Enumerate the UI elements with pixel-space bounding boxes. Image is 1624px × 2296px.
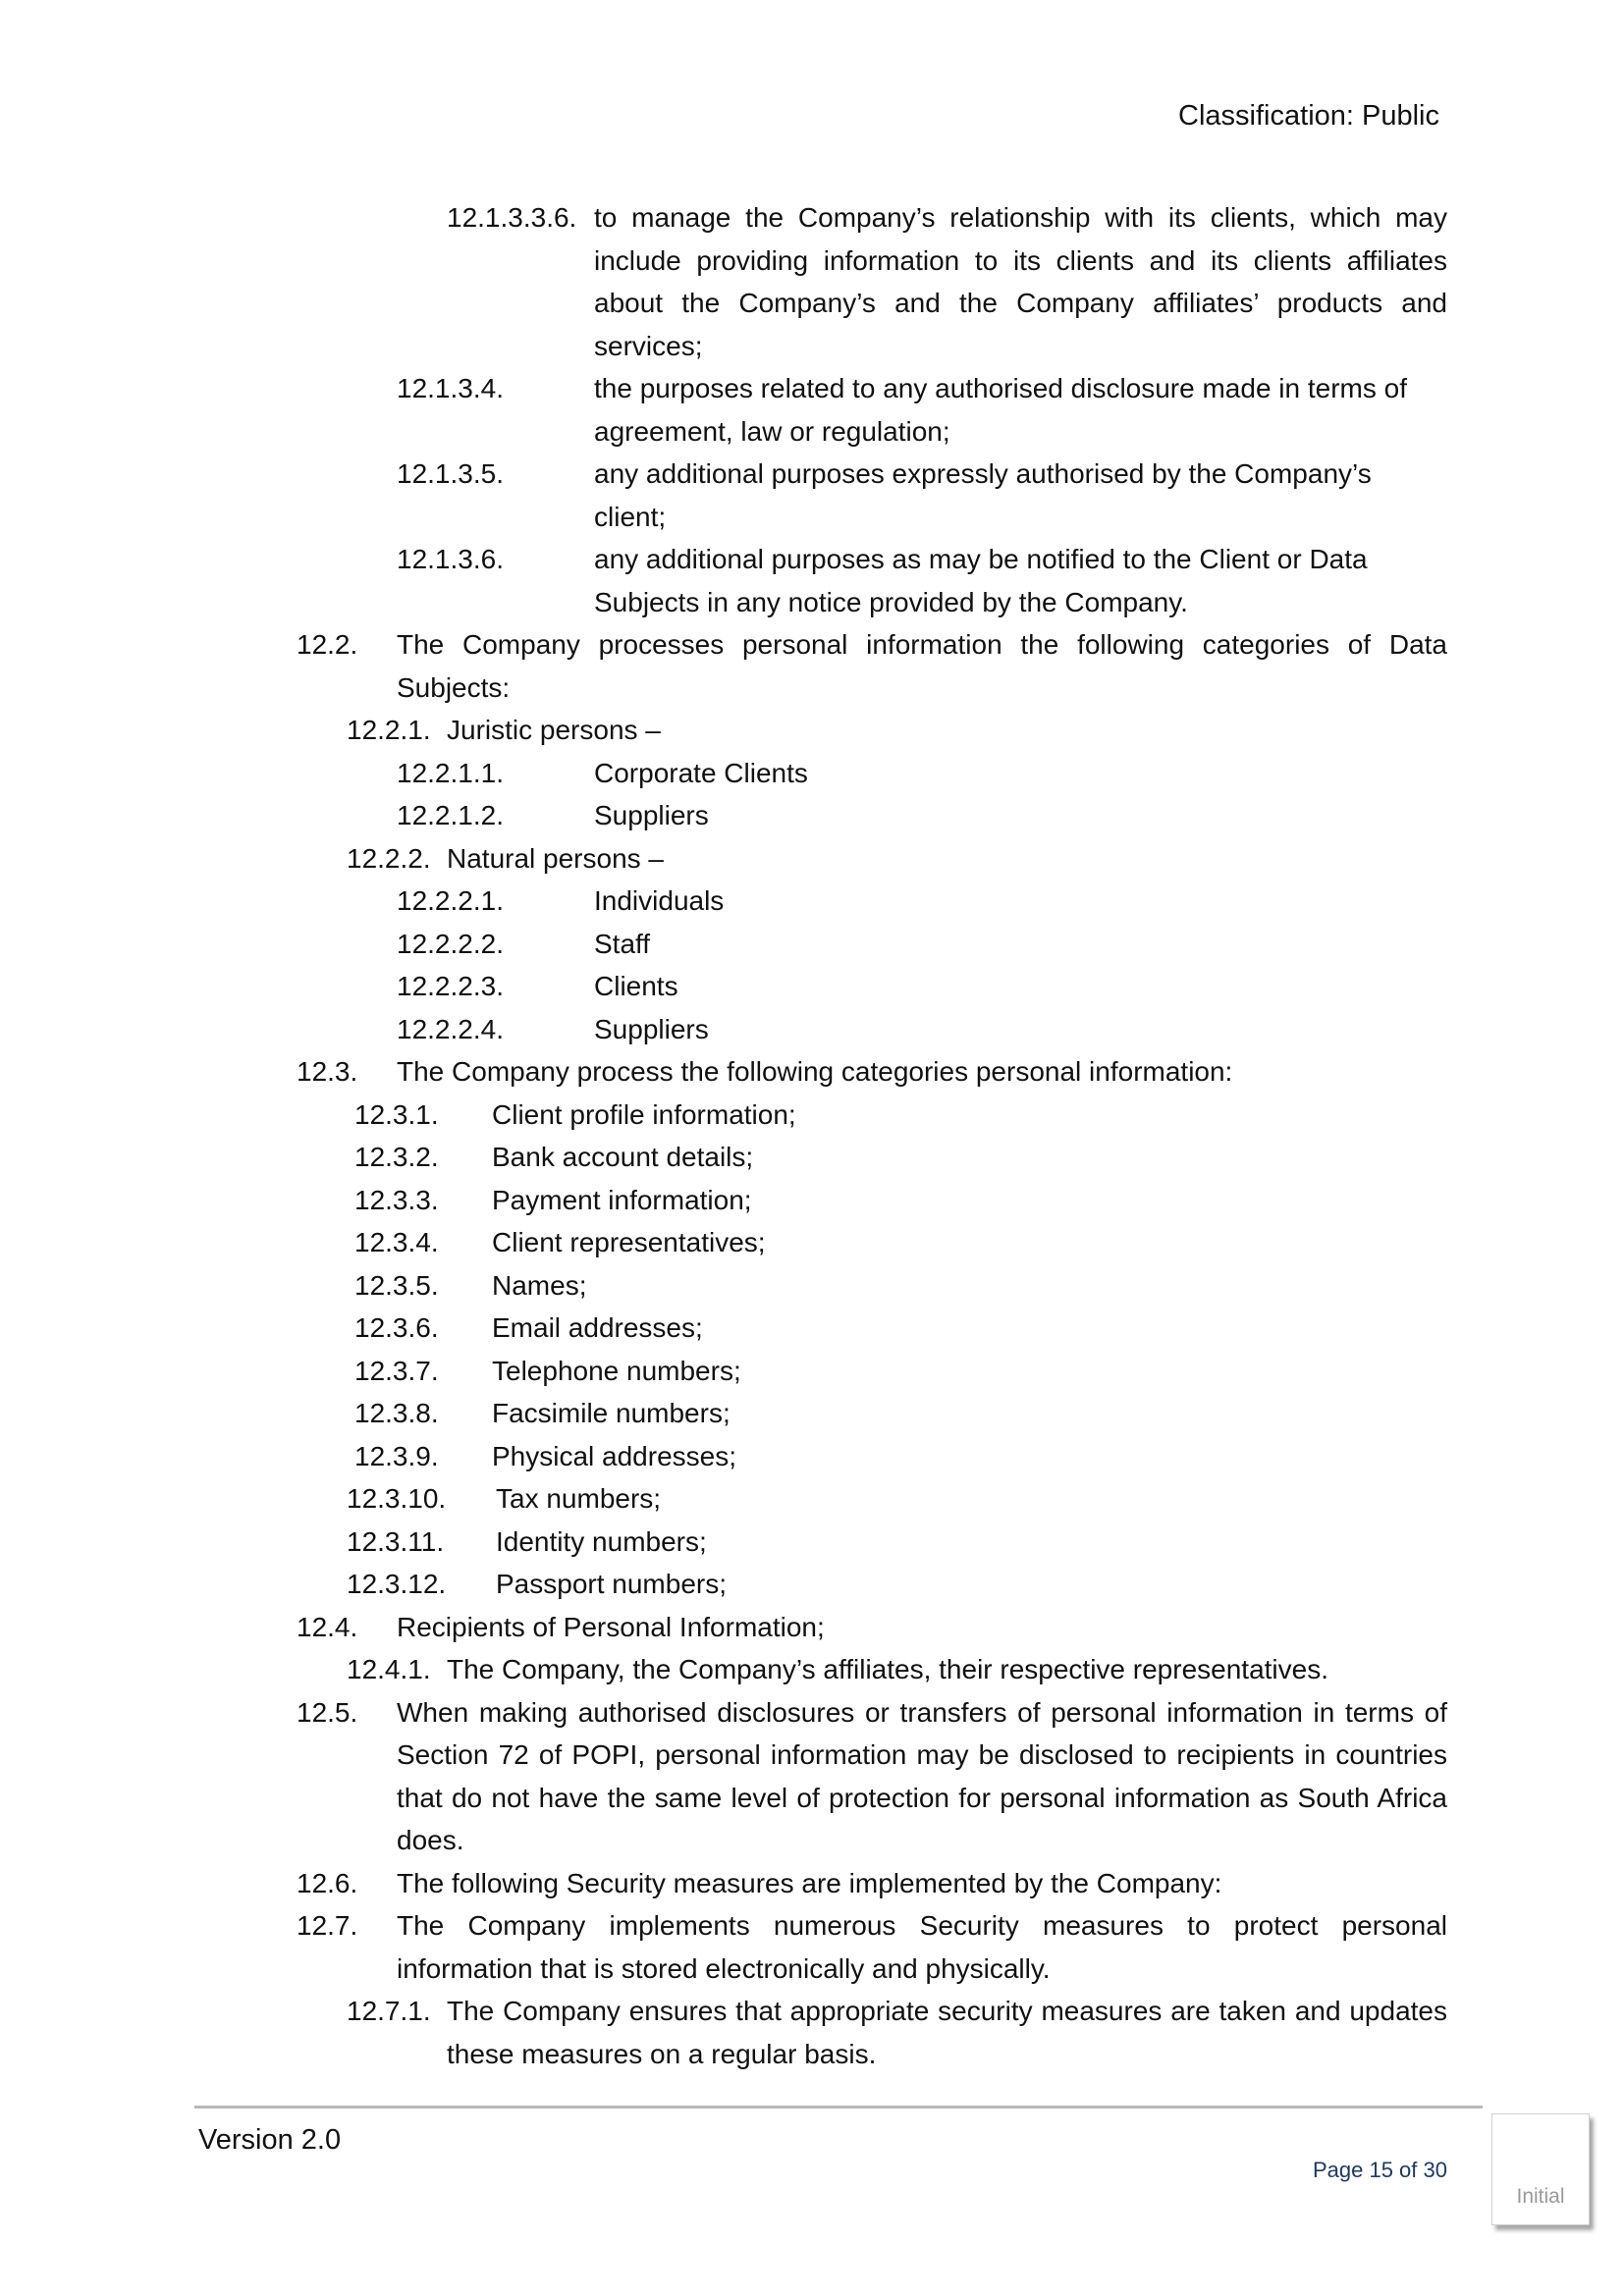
clause-text: client; [594, 502, 667, 532]
clause-number: 12.4. [297, 1612, 358, 1642]
clause-text: any additional purposes as may be notified to the Client or Data [594, 544, 1368, 574]
clause-text: Natural persons – [447, 843, 665, 874]
clause-number: 12.3.5. [354, 1270, 439, 1301]
clause-text: Payment information; [492, 1185, 752, 1215]
clause-text: Telephone numbers; [492, 1356, 741, 1386]
clause-number: 12.1.3.4. [397, 373, 504, 403]
clause-text: Recipients of Personal Information; [397, 1612, 825, 1642]
clause-number: 12.6. [297, 1868, 358, 1898]
clause-number: 12.3.11. [347, 1526, 445, 1557]
clause-number: 12.2. [297, 629, 358, 660]
clause-number: 12.1.3.6. [397, 544, 504, 574]
clause-text: The Company implements numerous Security measures to protect personal [397, 1910, 1447, 1941]
clause-number: 12.3.7. [354, 1356, 439, 1386]
clause-number: 12.3.1. [354, 1099, 439, 1130]
clause-number: 12.2.1.2. [397, 800, 504, 830]
clause-text: these measures on a regular basis. [447, 2039, 877, 2069]
clause-text: Client profile information; [492, 1099, 796, 1130]
clause-text: Email addresses; [492, 1312, 703, 1343]
clause-text: Names; [492, 1270, 587, 1301]
clause-text: Bank account details; [492, 1142, 754, 1172]
initial-label: Initial [1516, 2185, 1565, 2208]
clause-text: Subjects in any notice provided by the Company. [594, 587, 1188, 617]
clause-text: Client representatives; [492, 1227, 766, 1257]
clause-number: 12.3.9. [354, 1441, 439, 1471]
clause-text: services; [594, 331, 703, 361]
clause-text: Facsimile numbers; [492, 1398, 731, 1428]
clause-number: 12.2.1.1. [397, 758, 504, 788]
initial-box[interactable] [1491, 2113, 1590, 2225]
clause-number: 12.7.1. [347, 1996, 431, 2026]
clause-number: 12.3.2. [354, 1142, 439, 1172]
clause-text: about the Company’s and the Company affiliates’ products and [594, 288, 1447, 318]
clause-text: The Company processes personal information the following categories of Data [397, 629, 1447, 660]
clause-number: 12.3.12. [347, 1569, 447, 1599]
clause-number: 12.3.8. [354, 1398, 439, 1428]
clause-text: The Company ensures that appropriate security measures are taken and updates [447, 1996, 1447, 2026]
clause-text: the purposes related to any authorised disclosure made in terms of [594, 373, 1408, 403]
clause-text: The Company, the Company’s affiliates, their respective representatives. [447, 1654, 1328, 1684]
clause-text: Identity numbers; [496, 1526, 707, 1557]
clause-number: 12.3.10. [347, 1483, 447, 1514]
clause-text: When making authorised disclosures or transfers of personal information in terms of [397, 1697, 1447, 1728]
clause-text: does. [397, 1825, 464, 1855]
clause-number: 12.3.3. [354, 1185, 439, 1215]
clause-number: 12.4.1. [347, 1654, 431, 1684]
classification-label: Classification: Public [1178, 100, 1439, 132]
clause-text: Juristic persons – [447, 715, 661, 745]
clause-number: 12.1.3.3.6. [447, 202, 577, 233]
clause-text: include providing information to its clients and its clients affiliates [594, 245, 1447, 276]
clause-number: 12.7. [297, 1910, 358, 1941]
clause-text: that do not have the same level of protection for personal information as South Africa [397, 1783, 1447, 1813]
clause-text: agreement, law or regulation; [594, 416, 950, 447]
clause-text: Staff [594, 929, 651, 959]
clause-text: Subjects: [397, 672, 511, 703]
clause-text: Corporate Clients [594, 758, 808, 788]
clause-text: Suppliers [594, 800, 709, 830]
clause-text: Physical addresses; [492, 1441, 737, 1471]
clause-text: Section 72 of POPI, personal information may be disclosed to recipients in countries [397, 1739, 1447, 1770]
clause-number: 12.2.2.3. [397, 971, 504, 1001]
footer-divider [194, 2106, 1483, 2109]
clause-text: Passport numbers; [496, 1569, 727, 1599]
clause-text: any additional purposes expressly authorised by the Company’s [594, 458, 1372, 489]
clause-text: Tax numbers; [496, 1483, 662, 1514]
clause-number: 12.3. [297, 1056, 358, 1087]
clause-text: Suppliers [594, 1014, 709, 1044]
clause-text: Clients [594, 971, 678, 1001]
clause-text: to manage the Company’s relationship with its clients, which may [594, 202, 1447, 233]
clause-number: 12.2.2.2. [397, 929, 504, 959]
clause-text: information that is stored electronically and physically. [397, 1953, 1051, 1984]
clause-number: 12.3.4. [354, 1227, 439, 1257]
clause-number: 12.2.2.1. [397, 885, 504, 916]
version-label: Version 2.0 [198, 2124, 342, 2156]
clause-number: 12.2.2. [347, 843, 431, 874]
clause-text: The following Security measures are implemented by the Company: [397, 1868, 1222, 1898]
clause-number: 12.3.6. [354, 1312, 439, 1343]
page-number: Page 15 of 30 [1312, 2158, 1447, 2182]
clause-number: 12.2.2.4. [397, 1014, 504, 1044]
clause-number: 12.5. [297, 1697, 358, 1728]
clause-number: 12.2.1. [347, 715, 431, 745]
clause-text: Individuals [594, 885, 725, 916]
clause-number: 12.1.3.5. [397, 458, 504, 489]
clause-text: The Company process the following categories personal information: [397, 1056, 1233, 1087]
